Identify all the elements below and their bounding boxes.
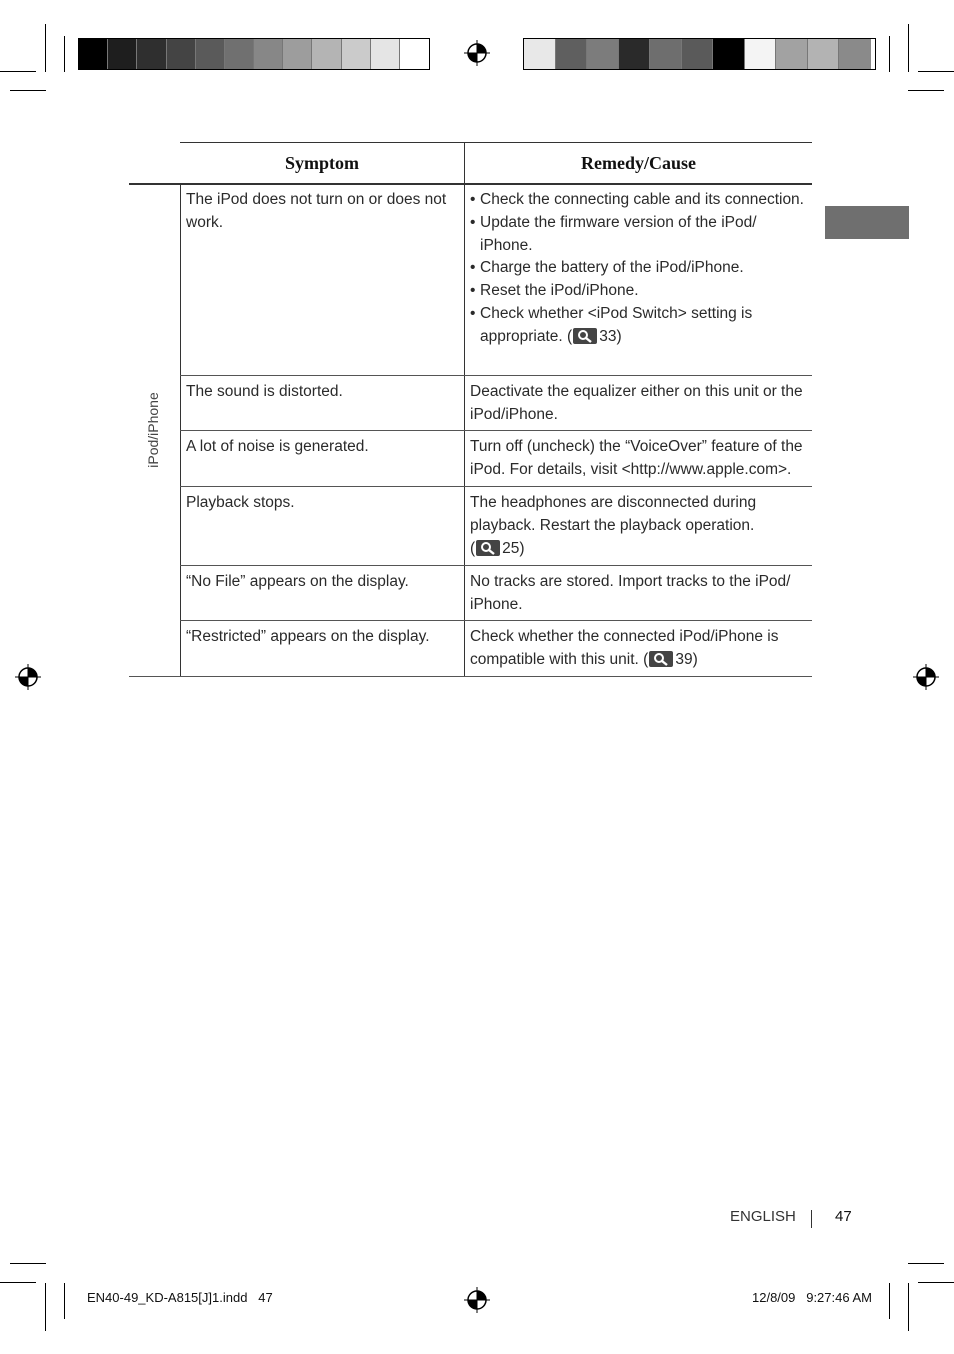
table-row: [180, 487, 812, 566]
color-swatch: [556, 39, 588, 69]
color-swatch: [167, 39, 196, 69]
color-swatch: [619, 39, 651, 69]
registration-mark-icon: [464, 1287, 490, 1313]
color-swatch: [137, 39, 166, 69]
magnifier-page-icon: [573, 328, 597, 344]
header-remedy: Remedy/Cause: [581, 153, 696, 173]
table-row: [180, 566, 812, 621]
color-swatch: [79, 39, 108, 69]
symptom-cell: “Restricted” appears on the display.: [186, 628, 430, 645]
remedy-cell: Deactivate the equalizer either on this unit or the iPod/iPhone.: [470, 383, 803, 423]
table-row: [180, 376, 812, 431]
slug-timestamp: 12/8/09 9:27:46 AM: [752, 1290, 872, 1305]
remedy-cell: No tracks are stored. Import tracks to the iPod/ iPhone.: [470, 573, 791, 613]
remedy-bullet: [470, 303, 810, 349]
remedy-text: The headphones are disconnected during playback. Restart the playback operation.: [470, 494, 757, 534]
color-swatch: [650, 39, 682, 69]
remedy-bullet: • Update the firmware version of the iPod/ iPhone.: [470, 212, 810, 258]
color-swatch: [108, 39, 137, 69]
page-reference: 33): [599, 327, 622, 345]
remedy-bullet: • Charge the battery of the iPod/iPhone.: [470, 257, 810, 280]
color-swatch: [745, 39, 777, 69]
symptom-cell: Playback stops.: [186, 494, 295, 511]
color-swatch: [371, 39, 400, 69]
color-swatch: [342, 39, 371, 69]
page-number: 47: [835, 1208, 852, 1225]
color-swatch: [682, 39, 714, 69]
category-label: iPod/iPhone: [145, 392, 161, 468]
color-bar-right: [523, 38, 876, 70]
magnifier-page-icon: [476, 540, 500, 556]
remedy-text: Check whether the connected iPod/iPhone is compatible with this unit. (: [470, 628, 779, 668]
footer-language: ENGLISH: [730, 1208, 796, 1225]
color-swatch: [312, 39, 341, 69]
color-bar-left: [78, 38, 430, 70]
registration-mark-icon: [15, 664, 41, 690]
color-swatch: [283, 39, 312, 69]
color-swatch: [400, 39, 429, 69]
table-row: [180, 184, 812, 376]
color-swatch: [587, 39, 619, 69]
page-reference: 25): [502, 539, 525, 557]
table-header-row: [180, 142, 812, 185]
color-swatch: [713, 39, 745, 69]
remedy-bullet: • Check the connecting cable and its connection.: [470, 189, 810, 212]
registration-mark-icon: [913, 664, 939, 690]
footer-divider: [811, 1210, 812, 1228]
remedy-text: Check whether <iPod Switch> setting is appropriate. (: [480, 304, 753, 345]
section-side-tab: [825, 206, 909, 239]
symptom-cell: The iPod does not turn on or does not work.: [186, 191, 447, 231]
ref-paren: (: [470, 539, 476, 557]
color-swatch: [254, 39, 283, 69]
remedy-bullet: • Reset the iPod/iPhone.: [470, 280, 810, 303]
header-symptom: Symptom: [284, 153, 359, 173]
slug-file-info: EN40-49_KD-A815[J]1.indd 47: [87, 1290, 273, 1305]
symptom-cell: “No File” appears on the display.: [186, 573, 409, 590]
remedy-cell: [470, 487, 810, 560]
color-swatch: [839, 39, 871, 69]
registration-mark-icon: [464, 40, 490, 66]
page-reference: 39): [675, 650, 698, 668]
color-swatch: [776, 39, 808, 69]
color-swatch: [524, 39, 556, 69]
remedy-cell: [470, 184, 810, 349]
color-swatch: [225, 39, 254, 69]
remedy-cell: [470, 621, 810, 672]
remedy-cell: Turn off (uncheck) the “VoiceOver” feature of the iPod. For details, visit <http://www.apple.com>.: [470, 438, 803, 478]
symptom-cell: The sound is distorted.: [186, 383, 343, 400]
magnifier-page-icon: [649, 651, 673, 667]
color-swatch: [196, 39, 225, 69]
table-row: [180, 431, 812, 487]
color-swatch: [808, 39, 840, 69]
table-row: [180, 621, 812, 677]
remedy-reference: [470, 538, 810, 561]
symptom-cell: A lot of noise is generated.: [186, 438, 369, 455]
category-column: [129, 184, 180, 677]
